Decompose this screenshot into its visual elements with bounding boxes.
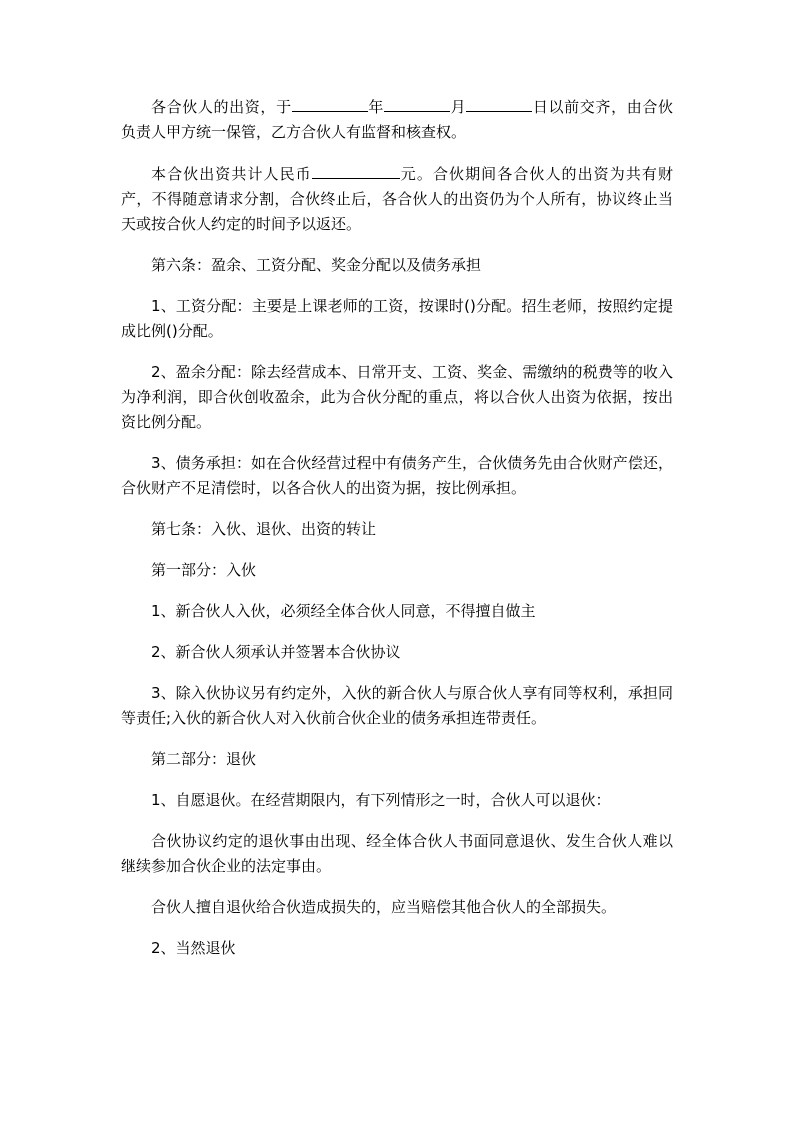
paragraph-voluntary-withdrawal: 1、自愿退伙。在经营期限内，有下列情形之一时，合伙人可以退伙： [151, 791, 611, 809]
part-2-heading: 第二部分：退伙 [151, 750, 257, 768]
paragraph-admission-rights: 3、除入伙协议另有约定外，入伙的新合伙人与原合伙人享有同等权利，承担同等责任;入伙的新合伙人对入伙前合伙企业的债务承担连带责任。 [121, 684, 673, 727]
text-segment: 各合伙人的出资，于 [151, 98, 292, 116]
paragraph-debt-liability: 3、债务承担：如在合伙经营过程中有债务产生，合伙债务先由合伙财产偿还，合伙财产不足清偿时，以各合伙人的出资为据，按比例承担。 [121, 454, 673, 497]
paragraph-withdrawal-compensation: 合伙人擅自退伙给合伙造成损失的，应当赔偿其他合伙人的全部损失。 [151, 898, 617, 916]
paragraph-automatic-withdrawal: 2、当然退伙 [151, 939, 236, 957]
blank-month-field[interactable] [384, 94, 450, 112]
paragraph-withdrawal-conditions: 合伙协议约定的退伙事由出现、经全体合伙人书面同意退伙、发生合伙人难以继续参加合伙企业的法定事由。 [121, 832, 673, 875]
blank-day-field[interactable] [466, 94, 532, 112]
article-7-heading: 第七条：入伙、退伙、出资的转让 [151, 520, 377, 538]
text-segment: 元。合伙期间各合伙人的出资为共有财产，不得随意请求分割，合伙终止后，各合伙人的出资仍为个人所有，协议终止当天或按合伙人约定的时间予以返还。 [121, 165, 673, 233]
part-1-heading: 第一部分：入伙 [151, 561, 257, 579]
paragraph-admission-sign: 2、新合伙人须承认并签署本合伙协议 [151, 643, 401, 661]
text-segment: 本合伙出资共计人民币 [151, 165, 312, 183]
paragraph-salary-distribution: 1、工资分配：主要是上课老师的工资，按课时()分配。招生老师，按照约定提成比例()分配。 [121, 297, 673, 340]
text-segment: 月 [449, 98, 467, 116]
paragraph-surplus-distribution: 2、盈余分配：除去经营成本、日常开支、工资、奖金、需缴纳的税费等的收入为净利润，即合伙创收盈余，此为合伙分配的重点，将以合伙人出资为依据，按出资比例分配。 [121, 363, 673, 431]
paragraph-contribution-deadline [121, 94, 673, 145]
blank-year-field[interactable] [292, 94, 368, 112]
blank-amount-field[interactable] [312, 161, 400, 179]
paragraph-admission-consent: 1、新合伙人入伙，必须经全体合伙人同意，不得擅自做主 [151, 602, 536, 620]
article-6-heading: 第六条：盈余、工资分配、奖金分配以及债务承担 [151, 256, 482, 274]
text-segment: 年 [367, 98, 384, 116]
paragraph-total-contribution [121, 161, 673, 237]
text-segment: 日以前交齐，由合伙负责人甲方统一保管，乙方合伙人有监督和核查权。 [121, 98, 673, 141]
